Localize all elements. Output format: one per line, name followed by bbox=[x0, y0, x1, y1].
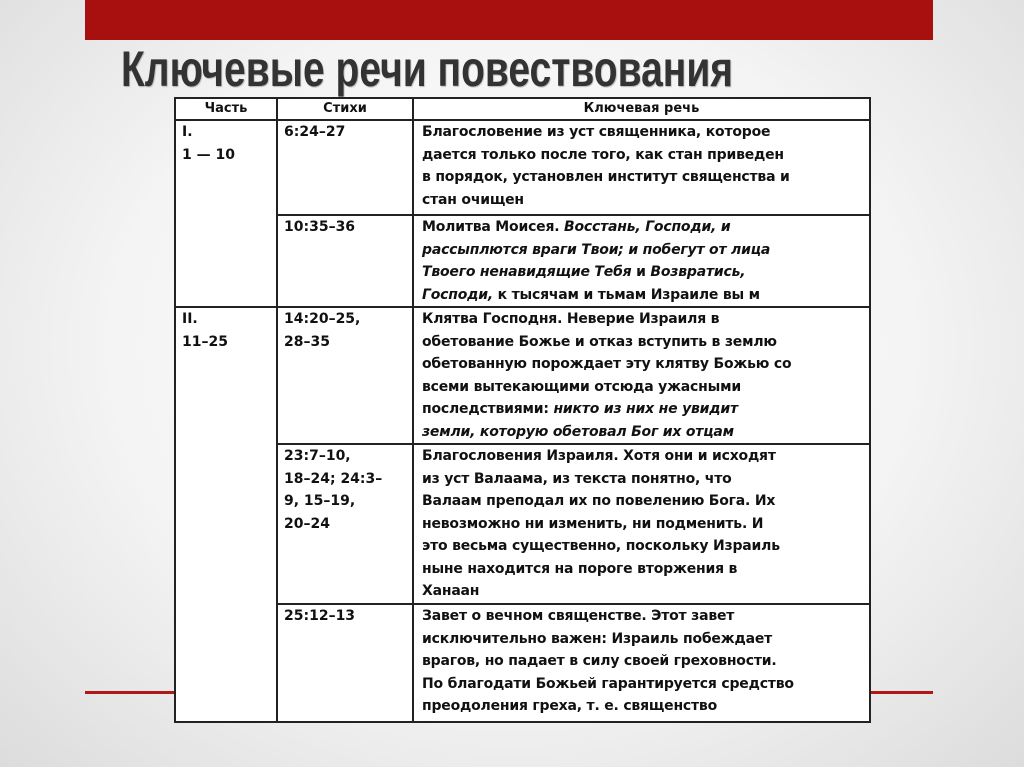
bottom-accent-line-left bbox=[85, 691, 175, 694]
part-cell: I. 1 — 10 bbox=[175, 120, 277, 307]
top-accent-bar bbox=[85, 0, 933, 40]
header-key-speech: Ключевая речь bbox=[413, 98, 870, 120]
verses-cell: 6:24–27 bbox=[277, 120, 413, 215]
table-row bbox=[175, 215, 870, 307]
verses-cell: 14:20–25, 28–35 bbox=[277, 307, 413, 444]
table-header-row bbox=[175, 98, 870, 120]
speech-text: Благословение из уст священника, которое дается только после того, как стан приведен в порядок, установлен институт священства и стан очищен bbox=[422, 124, 790, 208]
verses-cell: 23:7–10, 18–24; 24:3– 9, 15–19, 20–24 bbox=[277, 444, 413, 604]
header-part: Часть bbox=[175, 98, 277, 120]
speech-cell bbox=[413, 307, 870, 444]
speech-cell bbox=[413, 215, 870, 307]
table-row bbox=[175, 307, 870, 444]
speech-text: Благословения Израиля. Хотя они и исходят из уст Валаама, из текста понятно, что Валаам преподал их по повелению Бога. Их невозможно ни изменить, ни подменить. И это весьма существенно, поскольку Израиль ныне находится на пороге вторжения в Ханаан bbox=[422, 448, 780, 599]
speech-text: Клятва Господня. Неверие Израиля в обетование Божье и отказ вступить в землю обетованную порождает эту клятву Божью со всеми вытекающими отсюда ужасными последствиями: bbox=[422, 311, 792, 417]
table-row bbox=[175, 604, 870, 722]
speech-quote: никто из них не увидит земли, которую обетовал Бог их отцам bbox=[422, 401, 738, 440]
speech-text: к тысячам и тьмам Израиле вы м bbox=[492, 286, 760, 303]
verses-cell: 25:12–13 bbox=[277, 604, 413, 722]
table-row bbox=[175, 444, 870, 604]
speech-cell bbox=[413, 444, 870, 604]
speech-text: и bbox=[631, 264, 651, 280]
slide-title: Ключевые речи повествования bbox=[121, 41, 734, 97]
speech-cell bbox=[413, 120, 870, 215]
speech-quote: Возвратись, Господи, bbox=[422, 264, 746, 303]
speech-text: Завет о вечном священстве. Этот завет исключительно важен: Израиль побеждает врагов, но падает в силу своей греховности. По благодати Божьей гарантируется средство преодоления греха, т. е. священство bbox=[422, 608, 794, 714]
header-verses: Стихи bbox=[277, 98, 413, 120]
speech-cell bbox=[413, 604, 870, 722]
table-row bbox=[175, 120, 870, 215]
verses-cell: 10:35–36 bbox=[277, 215, 413, 307]
bottom-accent-line-right bbox=[870, 691, 933, 694]
speech-quote: Восстань, Господи, и рассыплются враги Твои; и побегут от лица Твоего ненавидящие Тебя bbox=[422, 219, 771, 280]
speech-text: Молитва Моисея. bbox=[422, 219, 565, 235]
key-speeches-table bbox=[174, 97, 871, 723]
part-cell: II. 11–25 bbox=[175, 307, 277, 722]
